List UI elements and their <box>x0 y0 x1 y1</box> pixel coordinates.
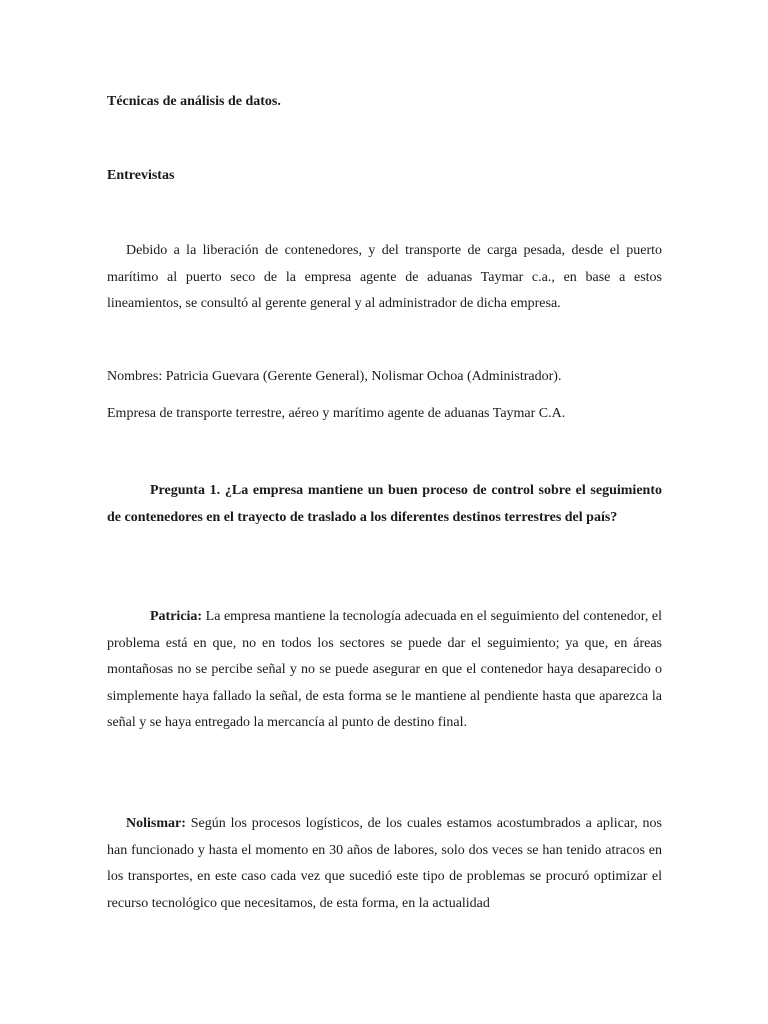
answer-patricia-text: La empresa mantiene la tecnología adecuada en el seguimiento del contenedor, el problema está en que, no en todos los sectores se puede dar el seguimiento; ya que, en áreas montañosas no se percibe señal y no se puede asegurar en que el contenedor haya desaparecido o simplemente haya fallado la señal, de esta forma se le mantiene al pendiente hasta que aparezca la señal y se haya entregado la mercancía al punto de destino final. <box>107 609 663 730</box>
speaker-patricia: Patricia: <box>150 609 203 624</box>
answer-nolismar-text: Según los procesos logísticos, de los cuales estamos acostumbrados a aplicar, nos han funcionado y hasta el momento en 30 años de labores, solo dos veces se han tenido atracos en los transportes, en este caso cada vez que sucedió este tipo de problemas se procuró optimizar el recurso tecnológico que necesitamos, de esta forma, en la actualidad <box>107 816 662 911</box>
company-line: Empresa de transporte terrestre, aéreo y marítimo agente de aduanas Taymar C.A. <box>107 406 566 421</box>
document-title: Técnicas de análisis de datos. <box>107 94 281 109</box>
speaker-nolismar: Nolismar: <box>126 816 186 831</box>
names-line: Nombres: Patricia Guevara (Gerente General), Nolismar Ochoa (Administrador). <box>107 369 562 384</box>
intro-paragraph: Debido a la liberación de contenedores, y del transporte de carga pesada, desde el puerto marítimo al puerto seco de la empresa agente de aduanas Taymar c.a., en base a estos lineamientos, se consultó al gerente general y al administrador de dicha empresa. <box>107 243 662 311</box>
answer-patricia <box>107 604 662 737</box>
question-1: Pregunta 1. ¿La empresa mantiene un buen proceso de control sobre el seguimiento de contenedores en el trayecto de traslado a los diferentes destinos terrestres del país? <box>107 483 662 525</box>
answer-nolismar <box>107 811 662 917</box>
section-heading: Entrevistas <box>107 168 175 183</box>
